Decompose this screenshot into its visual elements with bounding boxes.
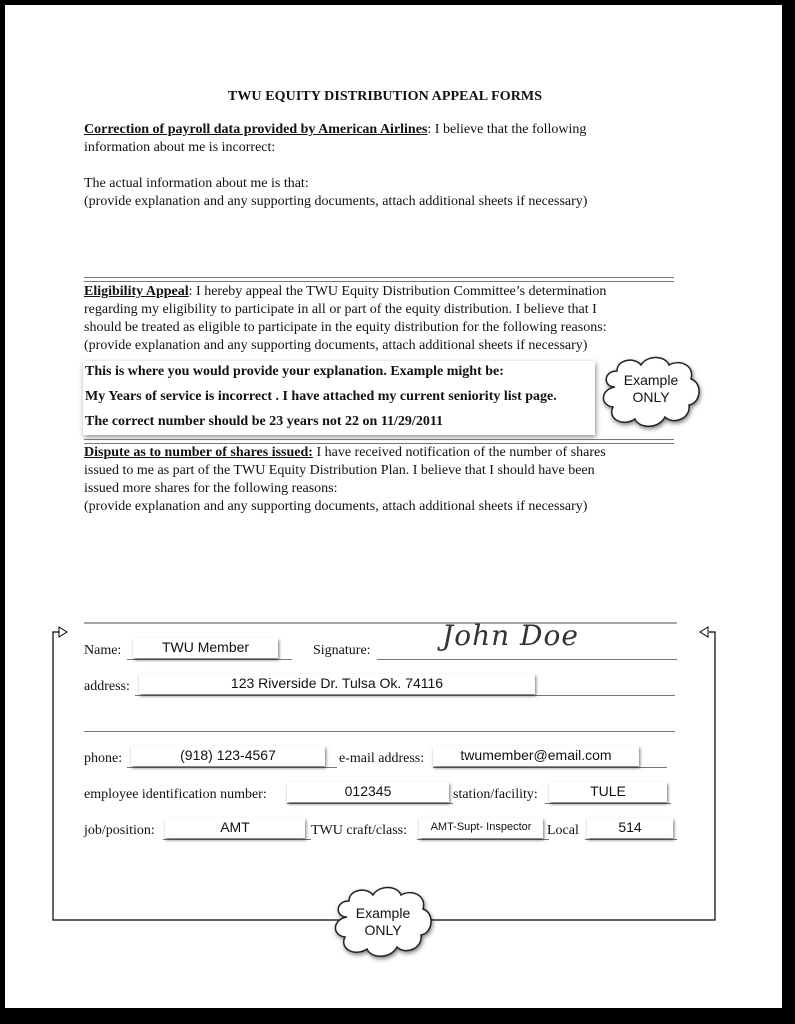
name-underline bbox=[127, 659, 292, 660]
eligibility-line-1: : I hereby appeal the TWU Equity Distribution Committee’s determination bbox=[188, 284, 607, 299]
correction-section bbox=[84, 121, 724, 157]
section-divider bbox=[84, 277, 674, 282]
eligibility-line-4: (provide explanation and any supporting documents, attach additional sheets if necessary) bbox=[84, 338, 588, 353]
local-field[interactable]: 514 bbox=[587, 818, 673, 838]
email-field[interactable]: twumember@email.com bbox=[433, 746, 639, 766]
phone-field[interactable]: (918) 123-4567 bbox=[131, 746, 325, 766]
craft-field[interactable]: AMT-Supt- Inspector bbox=[419, 818, 543, 838]
eligibility-line-3: should be treated as eligible to participate in the equity distribution for the following reasons: bbox=[84, 320, 607, 335]
local-label: Local bbox=[547, 823, 579, 838]
eligibility-heading: Eligibility Appeal bbox=[84, 284, 189, 299]
page-title: TWU EQUITY DISTRIBUTION APPEAL FORMS bbox=[227, 89, 543, 104]
phone-underline bbox=[127, 767, 337, 768]
correction-text-2: information about me is incorrect: bbox=[84, 140, 276, 155]
address-underline bbox=[135, 695, 675, 696]
address-label: address: bbox=[84, 679, 130, 694]
explanation-example-box bbox=[83, 361, 595, 435]
example-only-callout-2 bbox=[327, 883, 439, 963]
employee-id-field[interactable]: 012345 bbox=[287, 782, 449, 802]
form-page bbox=[5, 5, 782, 1008]
station-underline bbox=[545, 803, 671, 804]
correction-heading: Correction of payroll data provided by American Airlines bbox=[84, 122, 428, 137]
email-underline bbox=[433, 767, 667, 768]
actual-info-instructions: (provide explanation and any supporting documents, attach additional sheets if necessary) bbox=[84, 194, 588, 209]
job-underline bbox=[163, 839, 311, 840]
callout-line-1: Example bbox=[623, 372, 679, 388]
email-label: e-mail address: bbox=[339, 751, 425, 766]
address-line-2 bbox=[84, 731, 675, 732]
correction-text: : I believe that the following bbox=[427, 122, 587, 137]
actual-info-line: The actual information about me is that: bbox=[84, 176, 309, 191]
dispute-heading: Dispute as to number of shares issued: bbox=[84, 445, 313, 460]
station-label: station/facility: bbox=[453, 787, 538, 802]
employee-id-label: employee identification number: bbox=[84, 787, 267, 802]
explanation-line-3: The correct number should be 23 years not 22 on 11/29/2011 bbox=[85, 414, 444, 429]
dispute-line-1: I have received notification of the number of shares bbox=[312, 445, 606, 460]
example-only-callout bbox=[595, 353, 707, 433]
local-underline bbox=[585, 839, 677, 840]
signature-underline bbox=[377, 659, 677, 660]
signature-label: Signature: bbox=[313, 643, 371, 658]
job-field[interactable]: AMT bbox=[165, 818, 305, 838]
actual-info-section bbox=[84, 175, 724, 211]
eligibility-section bbox=[84, 283, 724, 355]
dispute-section bbox=[84, 444, 724, 516]
craft-underline bbox=[417, 839, 549, 840]
callout-2-line-2: ONLY bbox=[364, 922, 402, 938]
craft-label: TWU craft/class: bbox=[311, 823, 408, 838]
station-field[interactable]: TULE bbox=[549, 782, 667, 802]
dispute-line-2: issued to me as part of the TWU Equity Distribution Plan. I believe that I should have been bbox=[84, 463, 595, 478]
name-label: Name: bbox=[84, 643, 122, 658]
address-field[interactable]: 123 Riverside Dr. Tulsa Ok. 74116 bbox=[139, 674, 535, 694]
eligibility-line-2: regarding my eligibility to participate in all or part of the equity distribution. I believe that I bbox=[84, 302, 597, 317]
signature-field[interactable]: John Doe bbox=[442, 619, 579, 652]
phone-label: phone: bbox=[84, 751, 123, 766]
explanation-line-1: This is where you would provide your explanation. Example might be: bbox=[85, 364, 504, 379]
explanation-line-2: My Years of service is incorrect . I have attached my current seniority list page. bbox=[85, 389, 557, 404]
dispute-line-3: issued more shares for the following reasons: bbox=[84, 481, 338, 496]
job-label: job/position: bbox=[84, 823, 155, 838]
callout-2-line-1: Example bbox=[355, 905, 411, 921]
dispute-line-4: (provide explanation and any supporting documents, attach additional sheets if necessary) bbox=[84, 499, 588, 514]
employee-id-underline bbox=[287, 803, 453, 804]
callout-line-2: ONLY bbox=[632, 389, 670, 405]
name-field[interactable]: TWU Member bbox=[133, 638, 278, 658]
